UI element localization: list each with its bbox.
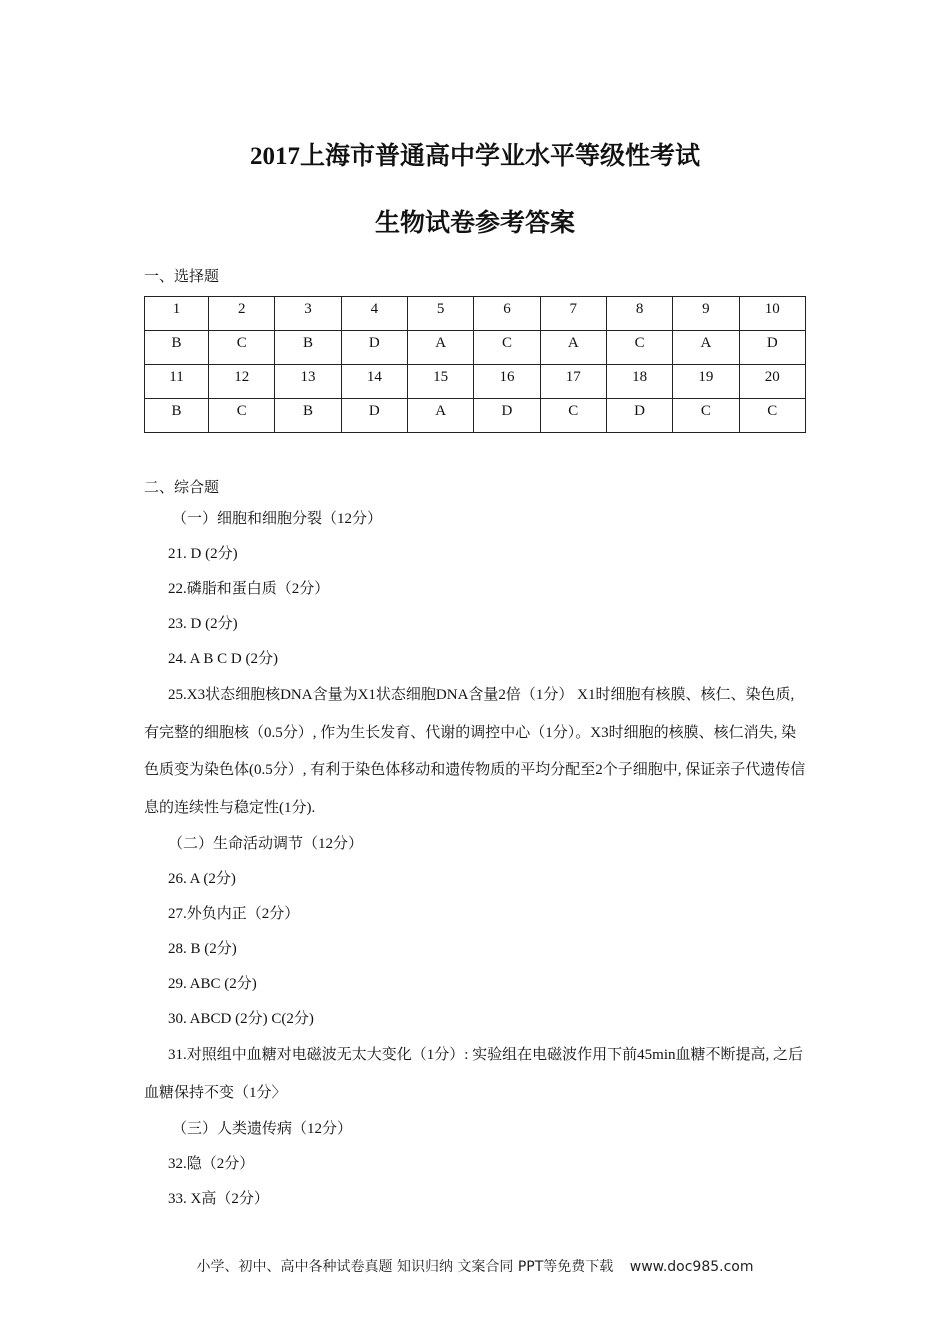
answer-line: 33. X高（2分） (168, 1191, 269, 1207)
answer-cell: C (673, 399, 739, 433)
answer-cell: A (673, 331, 739, 365)
question-number-cell: 5 (407, 297, 473, 331)
question-number-cell: 16 (474, 365, 540, 399)
answer-line: 21. D (2分) (168, 546, 238, 562)
answer-paragraph: 31.对照组中血糖对电磁波无太大变化（1分）: 实验组在电磁波作用下前45min血糖不断提高, 之后血糖保持不变（1分〉 (144, 1047, 804, 1101)
answer-row (145, 331, 806, 365)
question-number-cell: 7 (540, 297, 606, 331)
answer-row (145, 399, 806, 433)
answer-cell: C (474, 331, 540, 365)
answer-table (144, 296, 806, 433)
question-number-cell: 13 (275, 365, 341, 399)
answer-paragraph: 25.X3状态细胞核DNA含量为X1状态细胞DNA含量2倍（1分） X1时细胞有核膜、核仁、染色质, 有完整的细胞核（0.5分）, 作为生长发育、代谢的调控中心（1分）。X3时细胞的核膜、核仁消失, 染色质变为染色体(0.5分）, 有利于染色体移动和遗传物质的平均分配至2个子细胞中, 保证亲子代遗传信息的连续性与稳定性(1分). (144, 687, 806, 816)
answer-cell: D (739, 331, 805, 365)
answers-body (144, 502, 806, 1217)
question-number-row (145, 297, 806, 331)
answer-line: 26. A (2分) (168, 871, 236, 887)
question-number-cell: 19 (673, 365, 739, 399)
answer-cell: D (341, 331, 407, 365)
answer-line: 28. B (2分) (168, 941, 237, 957)
question-number-cell: 1 (145, 297, 209, 331)
question-number-cell: 17 (540, 365, 606, 399)
question-number-cell: 18 (606, 365, 672, 399)
question-number-cell: 2 (209, 297, 275, 331)
answer-cell: B (145, 399, 209, 433)
answer-cell: C (739, 399, 805, 433)
footer (0, 1256, 950, 1276)
answer-line: 22.磷脂和蛋白质（2分） (168, 581, 330, 597)
question-number-cell: 4 (341, 297, 407, 331)
subsection-heading: （一）细胞和细胞分裂（12分） (172, 511, 383, 527)
answer-cell: C (209, 399, 275, 433)
question-number-cell: 15 (407, 365, 473, 399)
question-number-cell: 9 (673, 297, 739, 331)
answer-cell: C (540, 399, 606, 433)
question-number-row (145, 365, 806, 399)
document-subtitle: 生物试卷参考答案 (374, 210, 575, 237)
footer-text: 小学、初中、高中各种试卷真题 知识归纳 文案合同 PPT等免费下载 (196, 1259, 614, 1275)
answer-cell: C (209, 331, 275, 365)
answer-cell: B (275, 399, 341, 433)
answer-cell: B (145, 331, 209, 365)
answer-cell: C (606, 331, 672, 365)
answer-cell: D (606, 399, 672, 433)
answer-line: 24. A B C D (2分) (168, 651, 279, 667)
answer-cell: D (474, 399, 540, 433)
document-title: 2017上海市普通高中学业水平等级性考试 (249, 143, 700, 170)
question-number-cell: 20 (739, 365, 805, 399)
footer-link[interactable]: www.doc985.com (629, 1259, 754, 1275)
answer-cell: B (275, 331, 341, 365)
question-number-cell: 12 (209, 365, 275, 399)
question-number-cell: 14 (341, 365, 407, 399)
answer-line: 30. ABCD (2分) C(2分) (168, 1011, 314, 1027)
answer-line: 29. ABC (2分) (168, 976, 257, 992)
answer-line: 23. D (2分) (168, 616, 238, 632)
answer-line: 27.外负内正（2分） (168, 906, 300, 922)
question-number-cell: 11 (145, 365, 209, 399)
subsection-heading: （三）人类遗传病（12分） (172, 1121, 353, 1137)
subsection-heading: （二）生命活动调节（12分） (168, 836, 364, 852)
answer-cell: D (341, 399, 407, 433)
question-number-cell: 8 (606, 297, 672, 331)
section-heading-choice: 一、选择题 (144, 269, 220, 285)
answer-cell: A (540, 331, 606, 365)
answer-cell: A (407, 331, 473, 365)
question-number-cell: 6 (474, 297, 540, 331)
answer-line: 32.隐（2分） (168, 1156, 255, 1172)
question-number-cell: 10 (739, 297, 805, 331)
section-heading-comprehensive: 二、综合题 (144, 480, 220, 496)
answer-cell: A (407, 399, 473, 433)
question-number-cell: 3 (275, 297, 341, 331)
